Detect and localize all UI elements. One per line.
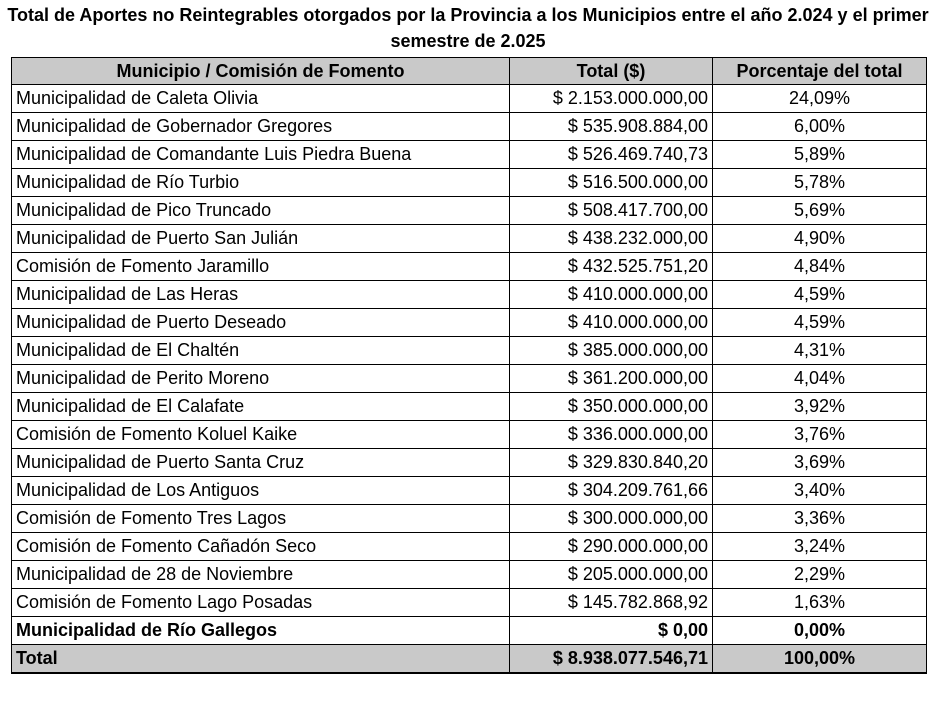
table-row bbox=[12, 561, 927, 589]
row-percentage: 4,59% bbox=[713, 309, 927, 337]
row-percentage: 3,40% bbox=[713, 477, 927, 505]
header-total: Total ($) bbox=[510, 58, 713, 85]
table-row bbox=[12, 449, 927, 477]
row-amount: $ 535.908.884,00 bbox=[510, 113, 713, 141]
table-row bbox=[12, 141, 927, 169]
row-name: Municipalidad de Gobernador Gregores bbox=[12, 113, 510, 141]
row-percentage: 5,78% bbox=[713, 169, 927, 197]
row-name: Comisión de Fomento Jaramillo bbox=[12, 253, 510, 281]
row-name: Municipalidad de Perito Moreno bbox=[12, 365, 510, 393]
row-name: Municipalidad de 28 de Noviembre bbox=[12, 561, 510, 589]
table-row bbox=[12, 225, 927, 253]
table-row bbox=[12, 85, 927, 113]
row-percentage: 3,36% bbox=[713, 505, 927, 533]
row-amount: $ 0,00 bbox=[510, 617, 713, 645]
table-body bbox=[12, 85, 927, 645]
row-name: Comisión de Fomento Tres Lagos bbox=[12, 505, 510, 533]
row-percentage: 4,59% bbox=[713, 281, 927, 309]
table-row bbox=[12, 337, 927, 365]
row-percentage: 3,92% bbox=[713, 393, 927, 421]
row-name: Municipalidad de Río Turbio bbox=[12, 169, 510, 197]
row-name: Municipalidad de Puerto Santa Cruz bbox=[12, 449, 510, 477]
row-name: Comisión de Fomento Koluel Kaike bbox=[12, 421, 510, 449]
row-amount: $ 329.830.840,20 bbox=[510, 449, 713, 477]
row-name: Municipalidad de El Calafate bbox=[12, 393, 510, 421]
row-name: Comisión de Fomento Cañadón Seco bbox=[12, 533, 510, 561]
row-percentage: 6,00% bbox=[713, 113, 927, 141]
row-amount: $ 516.500.000,00 bbox=[510, 169, 713, 197]
row-percentage: 4,04% bbox=[713, 365, 927, 393]
row-amount: $ 290.000.000,00 bbox=[510, 533, 713, 561]
row-amount: $ 304.209.761,66 bbox=[510, 477, 713, 505]
table-row bbox=[12, 505, 927, 533]
table-row bbox=[12, 197, 927, 225]
row-percentage: 3,69% bbox=[713, 449, 927, 477]
total-percentage: 100,00% bbox=[713, 645, 927, 673]
row-name: Municipalidad de Comandante Luis Piedra Buena bbox=[12, 141, 510, 169]
row-percentage: 5,89% bbox=[713, 141, 927, 169]
table-row bbox=[12, 281, 927, 309]
table-row bbox=[12, 617, 927, 645]
table-row bbox=[12, 309, 927, 337]
row-percentage: 4,84% bbox=[713, 253, 927, 281]
row-amount: $ 336.000.000,00 bbox=[510, 421, 713, 449]
row-percentage: 4,90% bbox=[713, 225, 927, 253]
table-row bbox=[12, 169, 927, 197]
table-row bbox=[12, 393, 927, 421]
row-amount: $ 205.000.000,00 bbox=[510, 561, 713, 589]
row-percentage: 3,24% bbox=[713, 533, 927, 561]
row-amount: $ 385.000.000,00 bbox=[510, 337, 713, 365]
row-name: Municipalidad de El Chaltén bbox=[12, 337, 510, 365]
total-label: Total bbox=[12, 645, 510, 673]
row-percentage: 24,09% bbox=[713, 85, 927, 113]
table-row bbox=[12, 589, 927, 617]
row-percentage: 1,63% bbox=[713, 589, 927, 617]
row-amount: $ 410.000.000,00 bbox=[510, 309, 713, 337]
row-amount: $ 410.000.000,00 bbox=[510, 281, 713, 309]
row-amount: $ 438.232.000,00 bbox=[510, 225, 713, 253]
header-municipio: Municipio / Comisión de Fomento bbox=[12, 58, 510, 85]
table-header-row bbox=[12, 58, 927, 85]
row-amount: $ 2.153.000.000,00 bbox=[510, 85, 713, 113]
row-percentage: 0,00% bbox=[713, 617, 927, 645]
row-percentage: 4,31% bbox=[713, 337, 927, 365]
total-row bbox=[12, 645, 927, 673]
row-percentage: 3,76% bbox=[713, 421, 927, 449]
row-amount: $ 432.525.751,20 bbox=[510, 253, 713, 281]
row-name: Comisión de Fomento Lago Posadas bbox=[12, 589, 510, 617]
table-row bbox=[12, 113, 927, 141]
table-row bbox=[12, 421, 927, 449]
row-percentage: 2,29% bbox=[713, 561, 927, 589]
header-porcentaje: Porcentaje del total bbox=[713, 58, 927, 85]
page-title: Total de Aportes no Reintegrables otorgados por la Provincia a los Municipios entre el año 2.024 y el primer semestre de 2.025 bbox=[7, 5, 929, 51]
row-name: Municipalidad de Puerto San Julián bbox=[12, 225, 510, 253]
row-amount: $ 526.469.740,73 bbox=[510, 141, 713, 169]
total-amount: $ 8.938.077.546,71 bbox=[510, 645, 713, 673]
row-name: Municipalidad de Pico Truncado bbox=[12, 197, 510, 225]
row-name: Municipalidad de Caleta Olivia bbox=[12, 85, 510, 113]
table-row bbox=[12, 253, 927, 281]
row-name: Municipalidad de Puerto Deseado bbox=[12, 309, 510, 337]
table-row bbox=[12, 533, 927, 561]
contributions-table bbox=[11, 57, 927, 674]
row-amount: $ 361.200.000,00 bbox=[510, 365, 713, 393]
row-percentage: 5,69% bbox=[713, 197, 927, 225]
table-row bbox=[12, 477, 927, 505]
table-row bbox=[12, 365, 927, 393]
row-name: Municipalidad de Río Gallegos bbox=[12, 617, 510, 645]
row-amount: $ 350.000.000,00 bbox=[510, 393, 713, 421]
row-amount: $ 145.782.868,92 bbox=[510, 589, 713, 617]
row-name: Municipalidad de Los Antiguos bbox=[12, 477, 510, 505]
row-amount: $ 508.417.700,00 bbox=[510, 197, 713, 225]
row-name: Municipalidad de Las Heras bbox=[12, 281, 510, 309]
row-amount: $ 300.000.000,00 bbox=[510, 505, 713, 533]
